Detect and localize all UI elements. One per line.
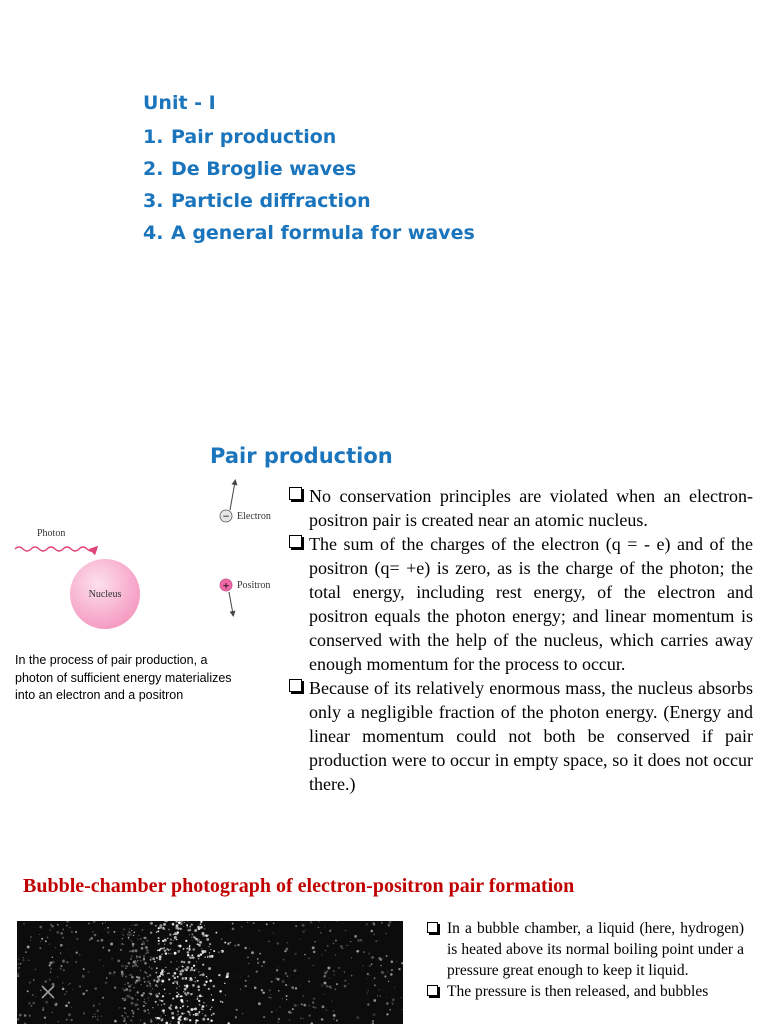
- topic-general-formula: A general formula for waves: [171, 222, 475, 244]
- section-title-bubble-chamber: Bubble-chamber photograph of electron-positron pair formation: [23, 875, 575, 897]
- nucleus-label: Nucleus: [88, 589, 122, 600]
- bubble-chamber-photo-svg: [17, 921, 403, 1024]
- positron-sign: +: [222, 581, 230, 592]
- list-item: 3. Particle diffraction: [143, 188, 475, 220]
- bubble-chamber-bullets: [426, 918, 744, 1002]
- bullet-item: The sum of the charges of the electron (q = - e) and of the positron (q= +e) is zero, as is the charge of the photon; the total energy, including rest energy, of the electron and positron equals the photon energy; and linear momentum is conserved with the help of the nucleus, which carries away enough momentum for the process to occur.: [288, 532, 753, 676]
- figure-caption: In the process of pair production, a photon of sufficient energy materializes into an electron and a positron: [15, 653, 232, 702]
- list-item: 1. Pair production: [143, 124, 475, 156]
- topic-pair-production: Pair production: [171, 126, 337, 148]
- pair-production-diagram: [4, 478, 284, 632]
- electron-label: Electron: [237, 511, 271, 522]
- pair-production-bullets: [288, 484, 753, 796]
- electron-track: [230, 482, 235, 510]
- checkbox-bullet-icon: [289, 487, 302, 500]
- topic-particle-diffraction: Particle diffraction: [171, 190, 371, 212]
- checkbox-bullet-icon: [289, 679, 302, 692]
- bullet-item: Because of its relatively enormous mass, the nucleus absorbs only a negligible fraction of the photon energy. (Energy and linear momentum could not both be conserved if pair production were to occur in empty space, so it does not occur there.): [288, 676, 753, 796]
- bullet-item: In a bubble chamber, a liquid (here, hydrogen) is heated above its normal boiling point under a pressure great enough to keep it liquid.: [426, 918, 744, 981]
- bullet-item: The pressure is then released, and bubbles: [426, 981, 744, 1002]
- positron-track: [229, 592, 233, 614]
- unit-title: Unit - I: [143, 92, 216, 114]
- bullet-item: No conservation principles are violated when an electron-positron pair is created near an atomic nucleus.: [288, 484, 753, 532]
- electron-sign: −: [222, 512, 230, 522]
- list-item: 2. De Broglie waves: [143, 156, 475, 188]
- diagram-svg: [4, 478, 284, 632]
- checkbox-bullet-icon: [427, 922, 438, 933]
- topic-de-broglie: De Broglie waves: [171, 158, 357, 180]
- list-item: 4. A general formula for waves: [143, 220, 475, 252]
- photon-wave: [15, 547, 95, 551]
- photon-label: Photon: [37, 528, 66, 539]
- checkbox-bullet-icon: [427, 985, 438, 996]
- positron-label: Positron: [237, 580, 271, 591]
- bubble-chamber-photo: [17, 921, 403, 1024]
- checkbox-bullet-icon: [289, 535, 302, 548]
- section-title-pair-production: Pair production: [210, 444, 393, 468]
- unit-topic-list: [143, 124, 475, 252]
